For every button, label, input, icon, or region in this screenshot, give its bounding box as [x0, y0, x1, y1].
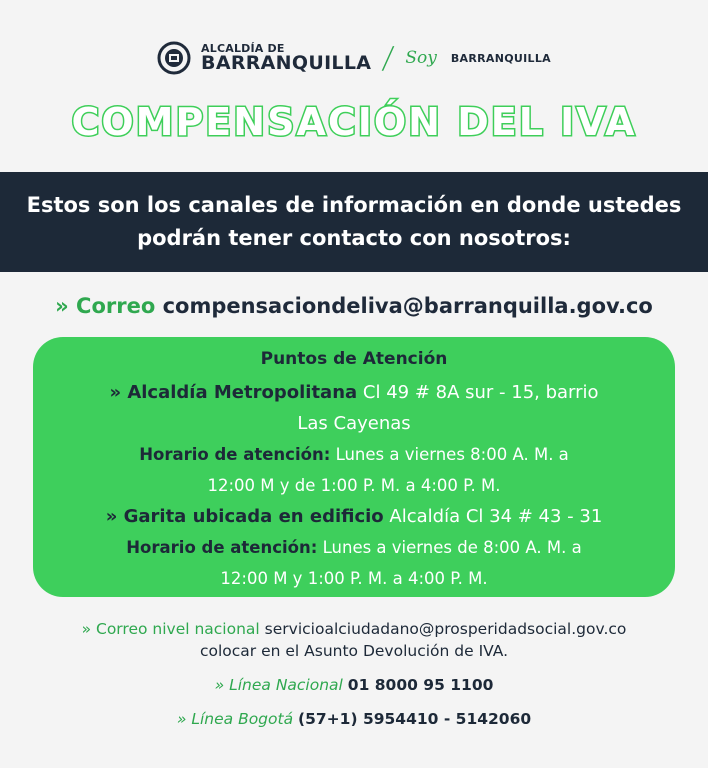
intro-banner [0, 172, 708, 272]
linea-bogota-number[interactable]: (57+1) 5954410 - 5142060 [298, 710, 532, 728]
asunto-line: colocar en el Asunto Devolución de IVA. [199, 642, 509, 660]
logo-divider: / [380, 40, 396, 76]
barranquilla-seal-icon [157, 41, 191, 75]
alcaldia-address-2: Las Cayenas [297, 413, 411, 434]
horario-value-2b: 12:00 M y 1:00 P. M. a 4:00 P. M. [220, 569, 488, 588]
correo-email[interactable]: compensaciondeliva@barranquilla.gov.co [162, 294, 653, 318]
linea-bogota-label: » Línea Bogotá [176, 710, 294, 728]
puntos-atencion-card [33, 337, 675, 597]
horario-label-1: Horario de atención: [139, 445, 331, 464]
horario-line-2b [33, 563, 675, 594]
soy-text: Soy [405, 48, 437, 68]
intro-line-1: Estos son los canales de información en donde ustedes [26, 193, 682, 217]
horario-line-2 [33, 532, 675, 563]
alcaldia-logo-text [201, 43, 371, 73]
horario-line-1b [33, 470, 675, 501]
linea-nacional-number[interactable]: 01 8000 95 1100 [347, 676, 494, 694]
alcaldia-small-text: ALCALDÍA DE [201, 42, 285, 55]
alcaldia-big-text: BARRANQUILLA [201, 52, 372, 74]
header-logos [0, 38, 708, 78]
correo-nacional-email[interactable]: servicioalciudadano@prosperidadsocial.gov.co [264, 620, 627, 638]
correo-nacional-label: » Correo nivel nacional [81, 620, 260, 638]
correo-label: » Correo [55, 294, 156, 318]
correo-nacional-line [0, 618, 708, 640]
horario-value-2a: Lunes a viernes de 8:00 A. M. a [322, 538, 582, 557]
alcaldia-label: » Alcaldía Metropolitana [109, 382, 358, 403]
horario-value-1b: 12:00 M y de 1:00 P. M. a 4:00 P. M. [207, 476, 501, 495]
soy-brand-text: BARRANQUILLA [450, 51, 551, 65]
alcaldia-line [33, 377, 675, 408]
garita-label: » Garita ubicada en edificio [105, 506, 384, 527]
linea-bogota-line [0, 708, 708, 730]
intro-text [19, 189, 689, 255]
linea-nacional-line [0, 674, 708, 696]
garita-line [33, 501, 675, 532]
alcaldia-address-1: Cl 49 # 8A sur - 15, barrio [362, 382, 599, 403]
horario-label-2: Horario de atención: [126, 538, 318, 557]
alcaldia-address-line-2 [33, 408, 675, 439]
horario-value-1a: Lunes a viernes 8:00 A. M. a [335, 445, 569, 464]
national-contacts [0, 618, 708, 730]
linea-nacional-label: » Línea Nacional [214, 676, 343, 694]
puntos-title: Puntos de Atención [260, 349, 448, 369]
garita-address: Alcaldía Cl 34 # 43 - 31 [389, 506, 603, 527]
horario-line-1 [33, 439, 675, 470]
intro-line-2: podrán tener contacto con nosotros: [137, 226, 571, 250]
correo-line [0, 294, 708, 318]
page-title: COMPENSACIÓN DEL IVA [71, 100, 637, 144]
